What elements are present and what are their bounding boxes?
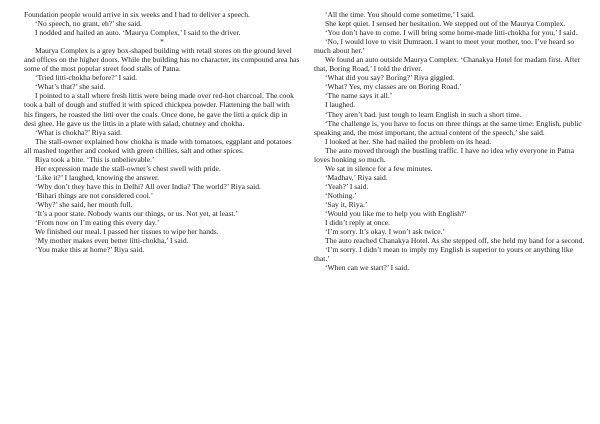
- paragraph: Riya took a bite. ‘This is unbelievable.’: [35, 154, 155, 164]
- paragraph: ‘All the time. You should come sometime,’ I said.: [325, 10, 475, 19]
- paragraph: ‘Bihari things are not considered cool.’: [35, 190, 154, 200]
- paragraph: ‘Madhav,’ Riya said.: [325, 172, 388, 182]
- paragraph: I nodded and hailed an auto. ‘Maurya Complex,’ I said to the driver.: [35, 28, 241, 38]
- paragraph: ‘What’s that?’ she said.: [35, 82, 106, 92]
- paragraph: ‘I’m sorry. It’s okay. I won’t ask twice.’: [325, 227, 446, 237]
- paragraph: ‘When can we start?’ I said.: [325, 263, 410, 273]
- left-page: [24, 10, 300, 254]
- paragraph: ‘You make this at home?’ Riya said.: [35, 245, 145, 255]
- paragraph: ‘The name says it all.’: [325, 91, 393, 101]
- paragraph: ‘Yeah?’ I said.: [325, 181, 369, 191]
- paragraph: ‘The challenge is, you have to focus on three things at the same time: English, public speaking and, the most important, the actual content of the speech,’ she said.: [314, 118, 582, 137]
- paragraph: I looked at her. She had nailed the problem on its head.: [325, 136, 492, 146]
- paragraph: ‘Like it?’ I laughed, knowing the answer.: [35, 172, 159, 182]
- paragraph: We sat in silence for a few minutes.: [325, 163, 433, 173]
- paragraph: We finished our meal. I passed her tissues to wipe her hands.: [35, 227, 219, 237]
- paragraph: ‘From now on I’m eating this every day.’: [35, 218, 160, 228]
- paragraph: She kept quiet. I sensed her hesitation. We stepped out of the Maurya Complex.: [325, 19, 566, 29]
- paragraph: ‘You don’t have to come. I will bring some home-made litti-chokha for you,’ I said.: [325, 28, 578, 38]
- paragraph: ‘What did you say? Boring?’ Riya giggled.: [325, 73, 455, 83]
- paragraph: ‘Say it, Riya.’: [325, 199, 368, 209]
- paragraph: ‘What? Yes, my classes are on Boring Road.’: [325, 82, 462, 92]
- paragraph: ‘Why?’ she said, her mouth full.: [35, 199, 133, 209]
- paragraph: Foundation people would arrive in six weeks and I had to deliver a speech.: [24, 10, 250, 19]
- paragraph: ‘Nothing.’: [325, 190, 357, 200]
- paragraph: ‘My mother makes even better litti-chokha,’ I said.: [35, 236, 189, 246]
- paragraph: Maurya Complex is a grey box-shaped building with retail stores on the ground level and offices on the higher doors. While the building has no character, its compound area has some of the most popular street food stalls of Patna.: [24, 46, 300, 74]
- paragraph: ‘It’s a poor state. Nobody wants our things, or us. Not yet, at least.’: [35, 209, 238, 219]
- paragraph: ‘Why don’t they have this in Delhi? All over India? The world?’ Riya said.: [35, 181, 261, 191]
- paragraph: ‘Would you like me to help you with English?’: [325, 209, 467, 219]
- paragraph: The auto moved through the bustling traffic. I have no idea why everyone in Patna loves honking so much.: [314, 145, 575, 164]
- right-page: [314, 10, 590, 272]
- paragraph: I didn’t reply at once.: [325, 218, 391, 228]
- paragraph: ‘What is chokha?’ Riya said.: [35, 127, 122, 137]
- paragraph: I laughed.: [325, 100, 356, 110]
- paragraph: ‘No, I would love to visit Dumraon. I want to meet your mother, too. I’ve heard so much about her.’: [314, 37, 575, 56]
- paragraph: ‘I’m sorry. I didn’t mean to imply my English is superior to yours or anything like that.’: [314, 245, 573, 264]
- paragraph: The stall-owner explained how chokha is made with tomatoes, eggplant and potatoes all mashed together and cooked with green chillies, salt and other spices.: [24, 136, 292, 155]
- paragraph: We found an auto outside Maurya Complex. ‘Chanakya Hotel for madam first. After that, Boring Road,’ I told the driver.: [314, 55, 581, 74]
- paragraph: ‘Tried litti-chokha before?’ I said.: [35, 73, 138, 83]
- paragraph: Her expression made the stall-owner’s chest swell with pride.: [35, 163, 221, 173]
- paragraph: I pointed to a stall where fresh littis were being made over red-hot charcoal. The cook took a ball of dough and stuffed it with spiced chickpea powder. Flattening the ball with his fingers, he roasted the litti over the coals. Once done, he gave the litti a quick dip in desi ghee. He gave us the littis in a plate with salad, chutney and chokha.: [24, 91, 294, 128]
- paragraph: ‘They aren’t bad. just tough to learn English in such a short time.: [325, 109, 522, 119]
- paragraph: ‘No speech, no grant, eh?’ she said.: [35, 19, 142, 29]
- section-separator: *: [160, 37, 164, 47]
- paragraph: The auto reached Chanakya Hotel. As she stepped off, she held my hand for a second.: [325, 236, 585, 246]
